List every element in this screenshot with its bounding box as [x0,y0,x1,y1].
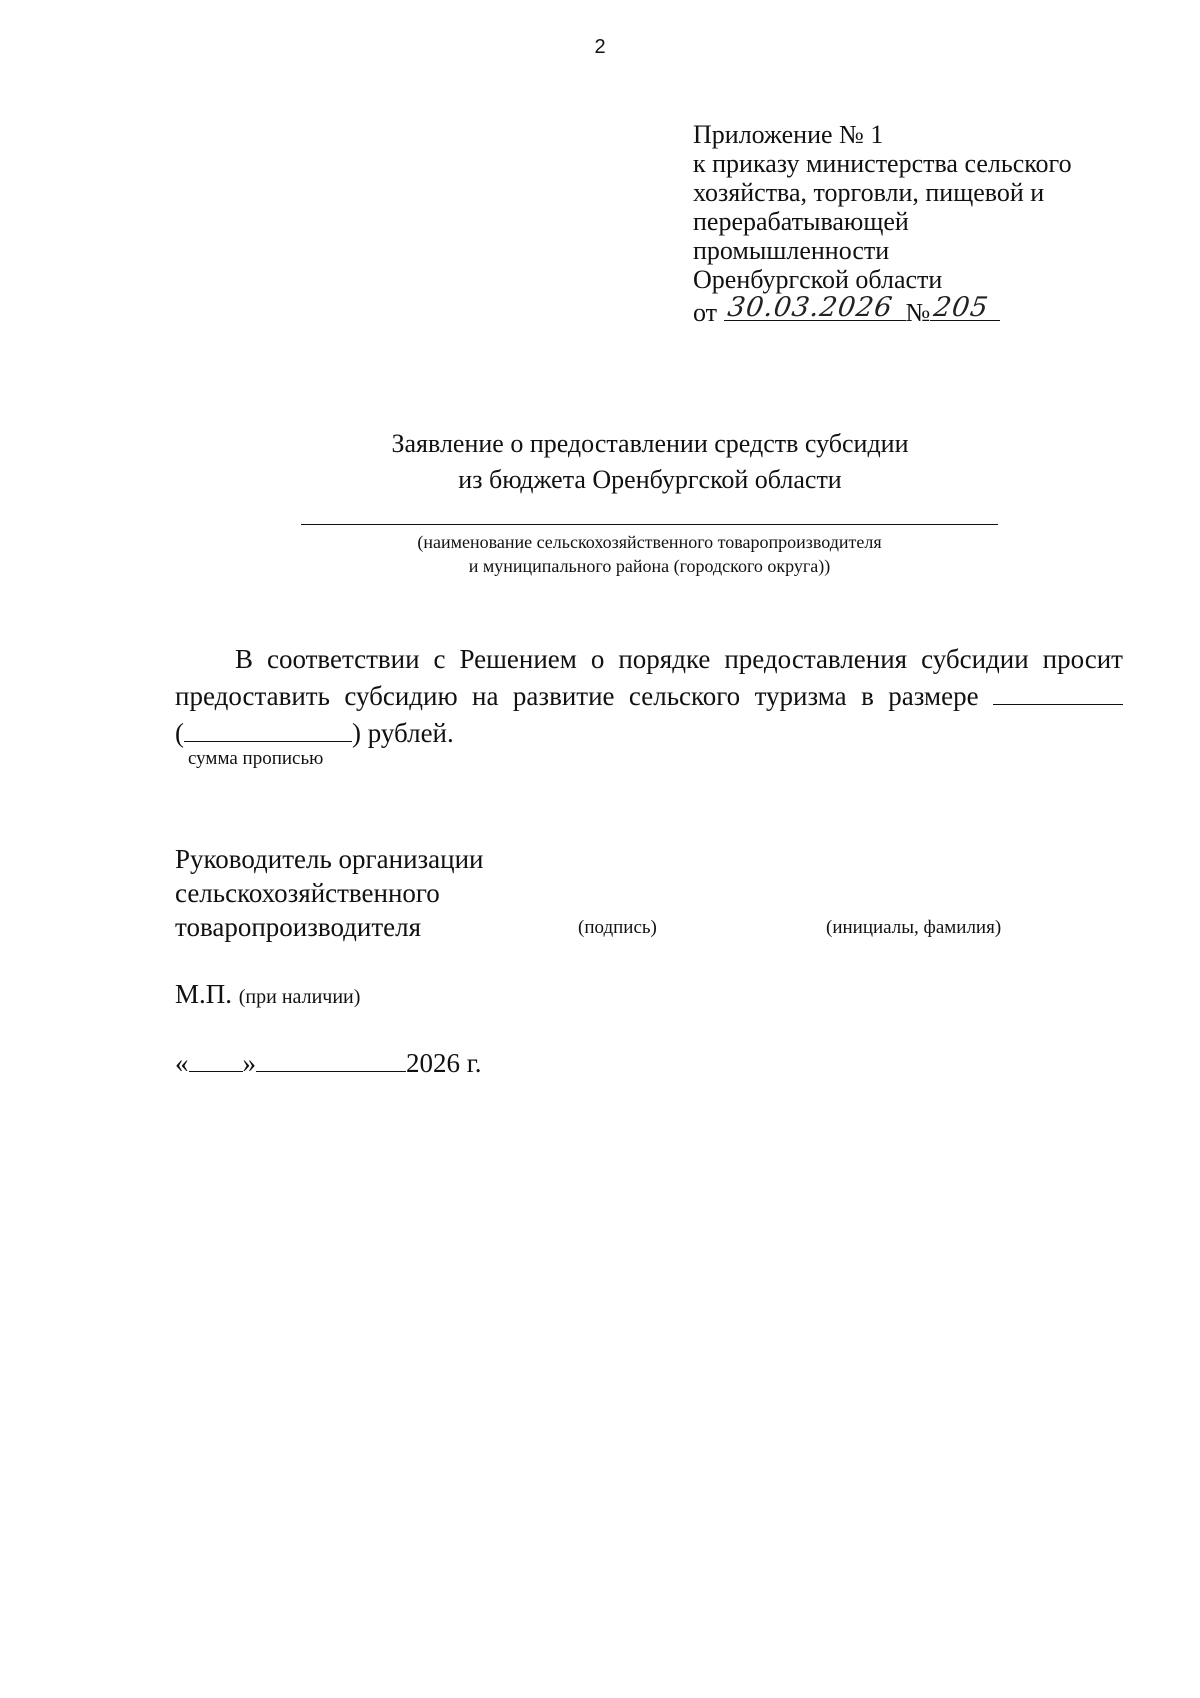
body-line-3 [175,715,1123,752]
date-line [175,1048,482,1079]
stamp-label: М.П. [175,979,233,1009]
signer-block [175,842,484,944]
appendix-line: хозяйства, торговли, пищевой и [693,178,1045,207]
title-line-2: из бюджета Оренбургской области [458,465,842,494]
signature-caption: (подпись) [578,917,657,938]
amount-blank [993,682,1123,705]
month-blank [256,1049,406,1072]
order-date-field [724,294,906,321]
appendix-line: Приложение № 1 [693,120,884,149]
appendix-line: промышленности [693,236,890,265]
day-blank [189,1049,243,1072]
year-text: 2026 г. [406,1048,482,1078]
page-number: 2 [594,36,606,58]
appendix-line: Оренбургской области [693,265,943,294]
appendix-line: перерабатывающей [693,207,909,236]
body-line-2-text: предоставить субсидию на развитие сельского туризма в размере [175,681,979,711]
order-number-field [930,294,1000,321]
close-quote: » [242,1048,256,1078]
amount-words-blank [184,719,352,742]
title-line-1: Заявление о предоставлении средств субсидии [391,429,909,458]
body-line-2 [175,678,1123,715]
stamp-place [175,979,360,1010]
appendix-line: к приказу министерства сельского [693,149,1072,178]
caption-line-2: и муниципального района (городского округа)) [468,556,831,576]
sum-caption: сумма прописью [188,748,324,769]
handwritten-number: 205 [932,292,992,323]
signer-line-1: Руководитель организации [175,844,484,874]
applicant-name-caption [301,530,998,578]
application-body [175,641,1123,752]
from-label: от [693,298,718,327]
caption-line-1: (наименование сельскохозяйственного товаропроизводителя [417,532,882,552]
stamp-note: (при наличии) [238,986,361,1008]
document-title [0,426,1200,498]
body-line-1: В соответствии с Решением о порядке предоставления субсидии просит [235,644,1123,674]
order-date-number [693,294,1163,327]
open-paren: ( [175,718,184,748]
handwritten-date: 30.03.2026 [725,292,895,323]
open-quote: « [175,1048,189,1078]
signer-line-3: товаропроизводителя [175,912,422,942]
signer-line-2: сельскохозяйственного [175,878,440,908]
rubles-text: ) рублей. [352,718,454,748]
appendix-header [693,120,1163,327]
initials-caption: (инициалы, фамилия) [826,917,1002,938]
number-label: № [905,298,931,327]
applicant-name-line [301,524,998,525]
